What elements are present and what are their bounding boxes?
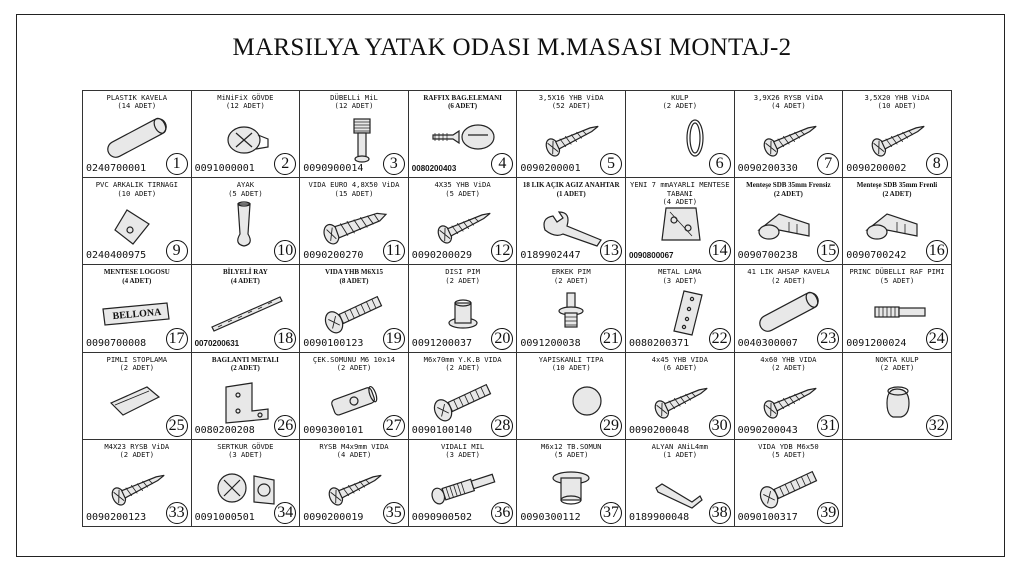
part-code: 0080200208 <box>194 424 255 436</box>
screw-icon <box>314 462 394 512</box>
part-label <box>626 443 734 460</box>
part-name: VIDA YHB M6X15 <box>324 268 384 277</box>
minifix-body-icon <box>206 113 286 163</box>
part-cell-2 <box>191 90 301 178</box>
part-quantity: (6 ADET) <box>448 102 478 111</box>
part-name: KULP <box>671 93 689 102</box>
part-code: 0090200270 <box>303 250 364 262</box>
part-quantity: (1 ADET) <box>556 189 586 198</box>
part-number-badge: 27 <box>383 415 405 437</box>
part-code: 0090200001 <box>520 163 581 175</box>
part-number-badge: 3 <box>383 153 405 175</box>
part-quantity: (1 ADET) <box>662 450 698 460</box>
part-cell-13 <box>516 177 626 265</box>
part-code: 0090100140 <box>411 424 473 436</box>
part-quantity: (4 ADET) <box>122 276 152 285</box>
hinge-icon <box>857 200 937 250</box>
part-name: 4x45 YHB VIDA <box>651 354 708 364</box>
part-code: 0080200371 <box>629 337 690 349</box>
part-name: VIDA EURO 4,8X50 ViDA <box>308 180 400 190</box>
part-name: YENI 7 mmAYARLI MENTESE TABANI <box>630 180 730 198</box>
part-name: NOKTA KULP <box>875 354 919 364</box>
part-label <box>192 94 300 111</box>
part-quantity: (3 ADET) <box>662 275 698 285</box>
part-name: MENTESE LOGOSU <box>103 268 170 277</box>
dowel-icon <box>97 113 177 163</box>
adhesive-cap-icon <box>531 375 611 425</box>
part-label <box>735 181 843 198</box>
wrench-icon <box>531 200 611 250</box>
part-label <box>192 268 300 285</box>
shelf-pin-icon <box>857 287 937 337</box>
part-quantity: (10 ADET) <box>117 188 157 198</box>
part-label <box>517 181 625 198</box>
part-number-badge: 21 <box>600 328 622 350</box>
part-name: ALYAN ANiL4mm <box>651 441 708 451</box>
part-quantity: (15 ADET) <box>334 188 374 198</box>
part-name: 41 LIK AHSAP KAVELA <box>747 267 830 277</box>
part-code: 0090900014 <box>303 163 364 175</box>
screw-icon <box>97 462 177 512</box>
part-cell-5 <box>516 90 626 178</box>
part-quantity: (12 ADET) <box>225 101 265 111</box>
part-label <box>517 268 625 285</box>
part-cell-16 <box>842 177 952 265</box>
part-number-badge: 28 <box>491 415 513 437</box>
stopper-icon <box>97 375 177 425</box>
part-code: 0091200038 <box>520 337 581 349</box>
part-quantity: (5 ADET) <box>879 275 915 285</box>
part-label <box>83 181 191 198</box>
bolt-icon <box>749 462 829 512</box>
part-name: BİLYELİ RAY <box>222 268 268 277</box>
part-cell-27 <box>299 352 409 440</box>
part-code: 0189900048 <box>629 511 690 523</box>
male-pin-icon <box>531 287 611 337</box>
part-code: 0090200330 <box>737 163 798 175</box>
part-name: AYAK <box>236 180 255 190</box>
part-name: PVC ARKALIK TIRNAGI <box>95 180 178 190</box>
part-name: 3,5X20 YHB ViDA <box>864 93 930 102</box>
part-code: 0090700238 <box>737 250 798 262</box>
part-name: DISI PIM <box>445 267 480 277</box>
part-name: BAGLANTI METALI <box>211 355 279 364</box>
part-number-badge: 6 <box>709 153 731 175</box>
part-quantity: (6 ADET) <box>662 363 698 372</box>
part-number-badge: 18 <box>274 328 296 350</box>
part-cell-35 <box>299 439 409 527</box>
part-quantity: (10 ADET) <box>551 363 591 372</box>
part-number-badge: 36 <box>491 502 513 524</box>
part-number-badge: 2 <box>274 153 296 175</box>
part-label <box>300 443 408 460</box>
part-cell-1 <box>82 90 192 178</box>
part-label <box>192 356 300 373</box>
part-quantity: (2 ADET) <box>882 189 912 198</box>
part-cell-10 <box>191 177 301 265</box>
screw-icon <box>423 200 503 250</box>
part-label <box>735 443 843 460</box>
part-cell-33 <box>82 439 192 527</box>
part-number-badge: 1 <box>166 153 188 175</box>
part-name: RYSB M4x9mm VIDA <box>319 441 389 451</box>
part-code: 0090200048 <box>629 424 690 436</box>
part-quantity: (2 ADET) <box>771 363 806 372</box>
part-number-badge: 22 <box>709 328 731 350</box>
part-cell-23 <box>734 264 844 352</box>
part-label <box>83 443 191 460</box>
part-label <box>843 94 951 111</box>
logo-plate-icon <box>97 287 177 337</box>
part-number-badge: 4 <box>491 153 513 175</box>
part-label <box>83 94 191 111</box>
bolt-icon <box>423 375 503 425</box>
part-label <box>843 356 951 373</box>
cam-body-icon <box>206 462 286 512</box>
part-code: 0040300007 <box>737 337 798 349</box>
part-quantity: (5 ADET) <box>771 450 806 460</box>
part-cell-4 <box>408 90 518 178</box>
back-panel-clip-icon <box>97 200 177 250</box>
part-label <box>843 268 951 285</box>
part-code: 0189902447 <box>520 250 581 262</box>
knob-icon <box>857 375 937 425</box>
part-name: YAPISKANLI TIPA <box>538 354 604 364</box>
part-number-badge: 11 <box>383 240 405 262</box>
part-quantity: (2 ADET) <box>336 363 372 372</box>
part-code: 0090700242 <box>846 250 907 262</box>
part-label <box>626 268 734 285</box>
part-quantity: (2 ADET) <box>771 275 806 285</box>
part-quantity: (12 ADET) <box>334 101 374 111</box>
part-cell-3 <box>299 90 409 178</box>
part-name: PIMLI STOPLAMA <box>106 354 168 364</box>
part-number-badge: 24 <box>926 328 948 350</box>
part-name: M4X23 RYSB ViDA <box>104 441 170 451</box>
part-code: 0090200043 <box>737 424 798 436</box>
part-cell-12 <box>408 177 518 265</box>
part-code: 0240400975 <box>86 250 147 262</box>
part-label <box>517 443 625 460</box>
part-code: 0070200631 <box>194 338 240 348</box>
part-name: ÇEK.SOMUNU M6 10x14 <box>312 354 396 364</box>
allen-key-icon <box>640 462 720 512</box>
part-name: M6x70mm Y.K.B VIDA <box>423 354 502 364</box>
screw-icon <box>749 113 829 163</box>
part-quantity: (3 ADET) <box>445 450 480 460</box>
part-label <box>192 443 300 460</box>
dowel-icon <box>749 287 829 337</box>
part-quantity: (2 ADET) <box>553 275 589 285</box>
part-cell-26 <box>191 352 301 440</box>
part-quantity: (2 ADET) <box>445 275 480 285</box>
part-cell-31 <box>734 352 844 440</box>
handle-ring-icon <box>640 113 720 163</box>
part-cell-36 <box>408 439 518 527</box>
part-code: 0090300112 <box>520 511 581 523</box>
part-label <box>517 356 625 373</box>
part-cell-7 <box>734 90 844 178</box>
part-quantity: (52 ADET) <box>551 101 591 111</box>
part-name: SERTKUR GÖVDE <box>217 441 274 451</box>
part-name: 4X35 YHB ViDA <box>434 180 491 190</box>
part-cell-17 <box>82 264 192 352</box>
part-quantity: (4 ADET) <box>771 101 806 111</box>
part-cell-37 <box>516 439 626 527</box>
part-number-badge: 35 <box>383 502 405 524</box>
part-number-badge: 37 <box>600 502 622 524</box>
part-cell-11 <box>299 177 409 265</box>
part-label <box>300 181 408 198</box>
part-cell-24 <box>842 264 952 352</box>
part-label <box>409 356 517 373</box>
screw-icon <box>857 113 937 163</box>
part-name: MiNiFiX GÖVDE <box>217 93 274 102</box>
part-label <box>626 356 734 373</box>
part-number-badge: 30 <box>709 415 731 437</box>
part-cell-18 <box>191 264 301 352</box>
part-quantity: (2 ADET) <box>119 450 155 460</box>
part-code: 0091200024 <box>846 337 907 349</box>
foot-icon <box>206 200 286 250</box>
part-cell-14 <box>625 177 735 265</box>
part-number-badge: 19 <box>383 328 405 350</box>
raffix-connector-icon <box>423 113 503 163</box>
part-name: RAFFIX BAG.ELEMANI <box>423 94 502 102</box>
part-code: 0091000501 <box>194 511 255 523</box>
part-cell-38 <box>625 439 735 527</box>
bolt-icon <box>314 287 394 337</box>
screw-icon <box>531 113 611 163</box>
hinge-icon <box>749 200 829 250</box>
part-name: ERKEK PIM <box>551 267 591 277</box>
part-label <box>300 94 408 111</box>
t-nut-icon <box>531 462 611 512</box>
dowel-pin-icon <box>314 113 394 163</box>
part-cell-28 <box>408 352 518 440</box>
part-code: 0090800067 <box>629 251 674 261</box>
part-quantity: (5 ADET) <box>228 188 263 198</box>
part-label <box>300 268 408 285</box>
part-cell-15 <box>734 177 844 265</box>
part-quantity: (3 ADET) <box>228 450 263 460</box>
part-code: 0090200002 <box>846 163 907 175</box>
part-quantity: (5 ADET) <box>445 188 480 198</box>
part-cell-39 <box>734 439 844 527</box>
part-number-badge: 29 <box>600 415 622 437</box>
part-number-badge: 38 <box>709 502 731 524</box>
part-label <box>300 356 408 373</box>
part-number-badge: 16 <box>926 240 948 262</box>
part-number-badge: 15 <box>817 240 839 262</box>
part-name: METAL LAMA <box>658 267 702 277</box>
part-quantity: (2 ADET) <box>230 364 260 372</box>
part-number-badge: 26 <box>274 415 296 437</box>
part-code: 0080200403 <box>411 164 457 174</box>
part-number-badge: 31 <box>817 415 839 437</box>
part-code: 0091200037 <box>411 337 473 349</box>
part-code: 0090700008 <box>86 337 147 349</box>
ball-rail-icon <box>206 287 286 337</box>
part-label <box>735 94 843 111</box>
part-name: M6x12 TB.SOMUN <box>540 441 602 451</box>
part-code: 0090300101 <box>303 424 364 436</box>
part-quantity: (2 ADET) <box>662 101 698 111</box>
part-label <box>409 443 517 460</box>
part-quantity: (4 ADET) <box>662 197 698 206</box>
part-cell-20 <box>408 264 518 352</box>
part-name: Menteşe SDB 35mm Frenli <box>856 181 938 190</box>
part-cell-9 <box>82 177 192 265</box>
part-cell-25 <box>82 352 192 440</box>
part-number-badge: 8 <box>926 153 948 175</box>
part-label <box>626 94 734 111</box>
part-name: VIDALI MIL <box>440 441 485 451</box>
part-number-badge: 10 <box>274 240 296 262</box>
part-number-badge: 14 <box>709 240 731 262</box>
female-pin-icon <box>423 287 503 337</box>
screw-icon <box>749 375 829 425</box>
part-quantity: (2 ADET) <box>445 363 480 372</box>
part-name: 3,9X26 RYSB ViDA <box>753 93 824 102</box>
part-label <box>409 94 517 111</box>
part-code: 0090200029 <box>411 250 473 262</box>
threaded-pin-icon <box>423 462 503 512</box>
part-name: 18 LIK AÇIK AGIZ ANAHTAR <box>522 181 620 190</box>
part-name: PRINC DÜBELLI RAF PIMI <box>849 267 945 277</box>
part-quantity: (4 ADET) <box>230 276 260 285</box>
part-label <box>735 268 843 285</box>
part-cell-30 <box>625 352 735 440</box>
part-number-badge: 12 <box>491 240 513 262</box>
part-name: 3,5X16 YHB ViDA <box>538 93 604 102</box>
part-number-badge: 25 <box>166 415 188 437</box>
part-cell-32 <box>842 352 952 440</box>
part-number-badge: 23 <box>817 328 839 350</box>
part-number-badge: 5 <box>600 153 622 175</box>
part-label <box>517 94 625 111</box>
part-quantity: (2 ADET) <box>879 363 915 372</box>
part-quantity: (8 ADET) <box>339 276 369 285</box>
screw-icon <box>640 375 720 425</box>
part-name: Menteşe SDB 35mm Frensiz <box>746 181 831 190</box>
part-label <box>409 181 517 198</box>
part-number-badge: 13 <box>600 240 622 262</box>
bracket-icon <box>206 375 286 425</box>
part-number-badge: 33 <box>166 502 188 524</box>
part-number-badge: 39 <box>817 502 839 524</box>
part-quantity: (10 ADET) <box>877 101 917 111</box>
hinge-plate-icon <box>640 200 720 250</box>
part-label <box>83 268 191 285</box>
part-quantity: (2 ADET) <box>773 189 803 198</box>
part-code: 0090100317 <box>737 511 798 523</box>
euro-screw-icon <box>314 200 394 250</box>
part-cell-21 <box>516 264 626 352</box>
part-cell-8 <box>842 90 952 178</box>
part-quantity: (2 ADET) <box>119 363 155 372</box>
barrel-nut-icon <box>314 375 394 425</box>
part-quantity: (14 ADET) <box>117 101 157 111</box>
part-name: PLASTIK KAVELA <box>106 93 168 102</box>
part-number-badge: 32 <box>926 415 948 437</box>
part-number-badge: 9 <box>166 240 188 262</box>
part-cell-34 <box>191 439 301 527</box>
part-code: 0090200123 <box>86 511 147 523</box>
part-number-badge: 17 <box>166 328 188 350</box>
part-label <box>409 268 517 285</box>
metal-plate-icon <box>640 287 720 337</box>
page-title: MARSILYA YATAK ODASI M.MASASI MONTAJ-2 <box>232 34 792 61</box>
part-cell-22 <box>625 264 735 352</box>
part-cell-19 <box>299 264 409 352</box>
part-label <box>83 356 191 373</box>
part-code: 0090100123 <box>303 337 364 349</box>
part-name: DÜBELLi MiL <box>330 93 378 102</box>
part-quantity: (4 ADET) <box>336 450 372 460</box>
part-cell-6 <box>625 90 735 178</box>
part-quantity: (5 ADET) <box>553 450 589 460</box>
part-name: VIDA YDB M6x50 <box>758 441 819 451</box>
part-number-badge: 34 <box>274 502 296 524</box>
part-code: 0091000001 <box>194 163 255 175</box>
part-cell-29 <box>516 352 626 440</box>
part-label <box>192 181 300 198</box>
part-code: 0240700001 <box>86 163 147 175</box>
part-number-badge: 7 <box>817 153 839 175</box>
parts-grid <box>82 90 951 526</box>
part-code: 0090200019 <box>303 511 364 523</box>
part-label <box>843 181 951 198</box>
part-code: 0090900502 <box>411 511 473 523</box>
part-name: 4x60 YHB VIDA <box>760 354 817 364</box>
part-label <box>735 356 843 373</box>
part-number-badge: 20 <box>491 328 513 350</box>
svg-text:BELLONA: BELLONA <box>112 307 162 323</box>
